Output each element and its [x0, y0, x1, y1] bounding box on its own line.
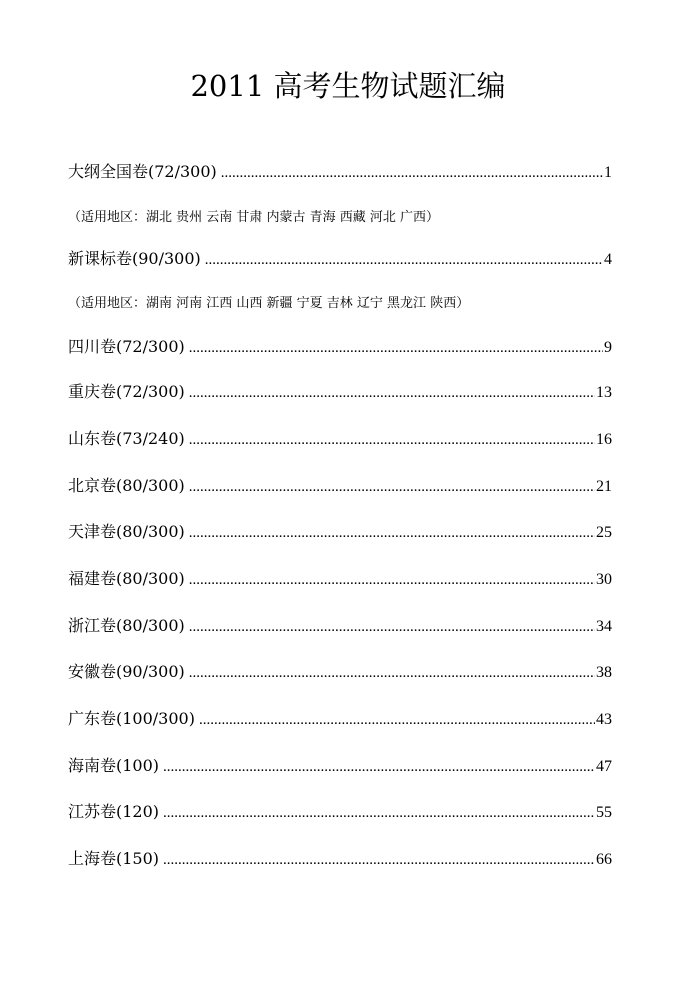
toc-entry-label: 重庆卷(72/300) — [68, 382, 185, 401]
toc-page-number: 21 — [596, 478, 612, 495]
region-note-new-curriculum: （适用地区：湖南 河南 江西 山西 新疆 宁夏 吉林 辽宁 黑龙江 陕西） — [68, 296, 470, 311]
toc-entry-label: 海南卷(100) — [68, 756, 160, 775]
toc-entry-sichuan[interactable] — [68, 335, 612, 359]
toc-leader-dots — [221, 161, 603, 185]
toc-page-number: 1 — [604, 164, 612, 181]
toc-entry-chongqing[interactable] — [68, 380, 612, 404]
toc-entry-fujian[interactable] — [68, 567, 612, 591]
toc-leader-dots — [189, 568, 595, 592]
toc-page-number: 43 — [596, 711, 612, 728]
toc-entry-label: 上海卷(150) — [68, 849, 160, 868]
toc-leader-dots — [189, 615, 595, 639]
toc-page-number: 4 — [604, 251, 612, 268]
toc-page-number: 13 — [596, 384, 612, 401]
toc-entry-label: 浙江卷(80/300) — [68, 616, 185, 635]
toc-entry-label: 大纲全国卷(72/300) — [68, 162, 217, 181]
toc-leader-dots — [189, 661, 595, 685]
toc-entry-tianjin[interactable] — [68, 520, 612, 544]
toc-leader-dots — [189, 428, 595, 452]
toc-page-number: 38 — [596, 664, 612, 681]
toc-page-number: 66 — [596, 851, 612, 868]
toc-page-number: 25 — [596, 524, 612, 541]
toc-leader-dots — [163, 801, 595, 825]
toc-leader-dots — [199, 708, 595, 732]
toc-entry-shanghai[interactable] — [68, 847, 612, 871]
toc-entry-guangdong[interactable] — [68, 707, 612, 731]
region-note-national-outline: （适用地区：湖北 贵州 云南 甘肃 内蒙古 青海 西藏 河北 广西） — [68, 210, 440, 225]
toc-entry-label: 北京卷(80/300) — [68, 476, 185, 495]
toc-leader-dots — [189, 521, 595, 545]
toc-entry-label: 江苏卷(120) — [68, 802, 160, 821]
toc-entry-label: 安徽卷(90/300) — [68, 662, 185, 681]
toc-leader-dots — [163, 848, 595, 872]
toc-leader-dots — [189, 336, 603, 360]
toc-page-number: 16 — [596, 431, 612, 448]
toc-entry-hainan[interactable] — [68, 754, 612, 778]
toc-entry-label: 新课标卷(90/300) — [68, 249, 201, 268]
toc-entry-label: 天津卷(80/300) — [68, 522, 185, 541]
toc-entry-anhui[interactable] — [68, 660, 612, 684]
toc-entry-new-curriculum[interactable] — [68, 247, 612, 271]
toc-leader-dots — [163, 755, 595, 779]
toc-entry-label: 广东卷(100/300) — [68, 709, 195, 728]
toc-page-number: 9 — [604, 339, 612, 356]
toc-entry-shandong[interactable] — [68, 427, 612, 451]
toc-leader-dots — [205, 248, 603, 272]
toc-entry-national-outline[interactable] — [68, 160, 612, 184]
toc-page-number: 30 — [596, 571, 612, 588]
page-title: 2011 高考生物试题汇编 — [190, 69, 506, 103]
toc-entry-label: 四川卷(72/300) — [68, 337, 185, 356]
toc-page-number: 47 — [596, 758, 612, 775]
toc-entry-label: 山东卷(73/240) — [68, 429, 185, 448]
toc-entry-beijing[interactable] — [68, 474, 612, 498]
toc-entry-zhejiang[interactable] — [68, 614, 612, 638]
toc-leader-dots — [189, 475, 595, 499]
toc-page-number: 34 — [596, 618, 612, 635]
toc-entry-jiangsu[interactable] — [68, 800, 612, 824]
toc-page-number: 55 — [596, 804, 612, 821]
toc-entry-label: 福建卷(80/300) — [68, 569, 185, 588]
toc-leader-dots — [189, 381, 595, 405]
